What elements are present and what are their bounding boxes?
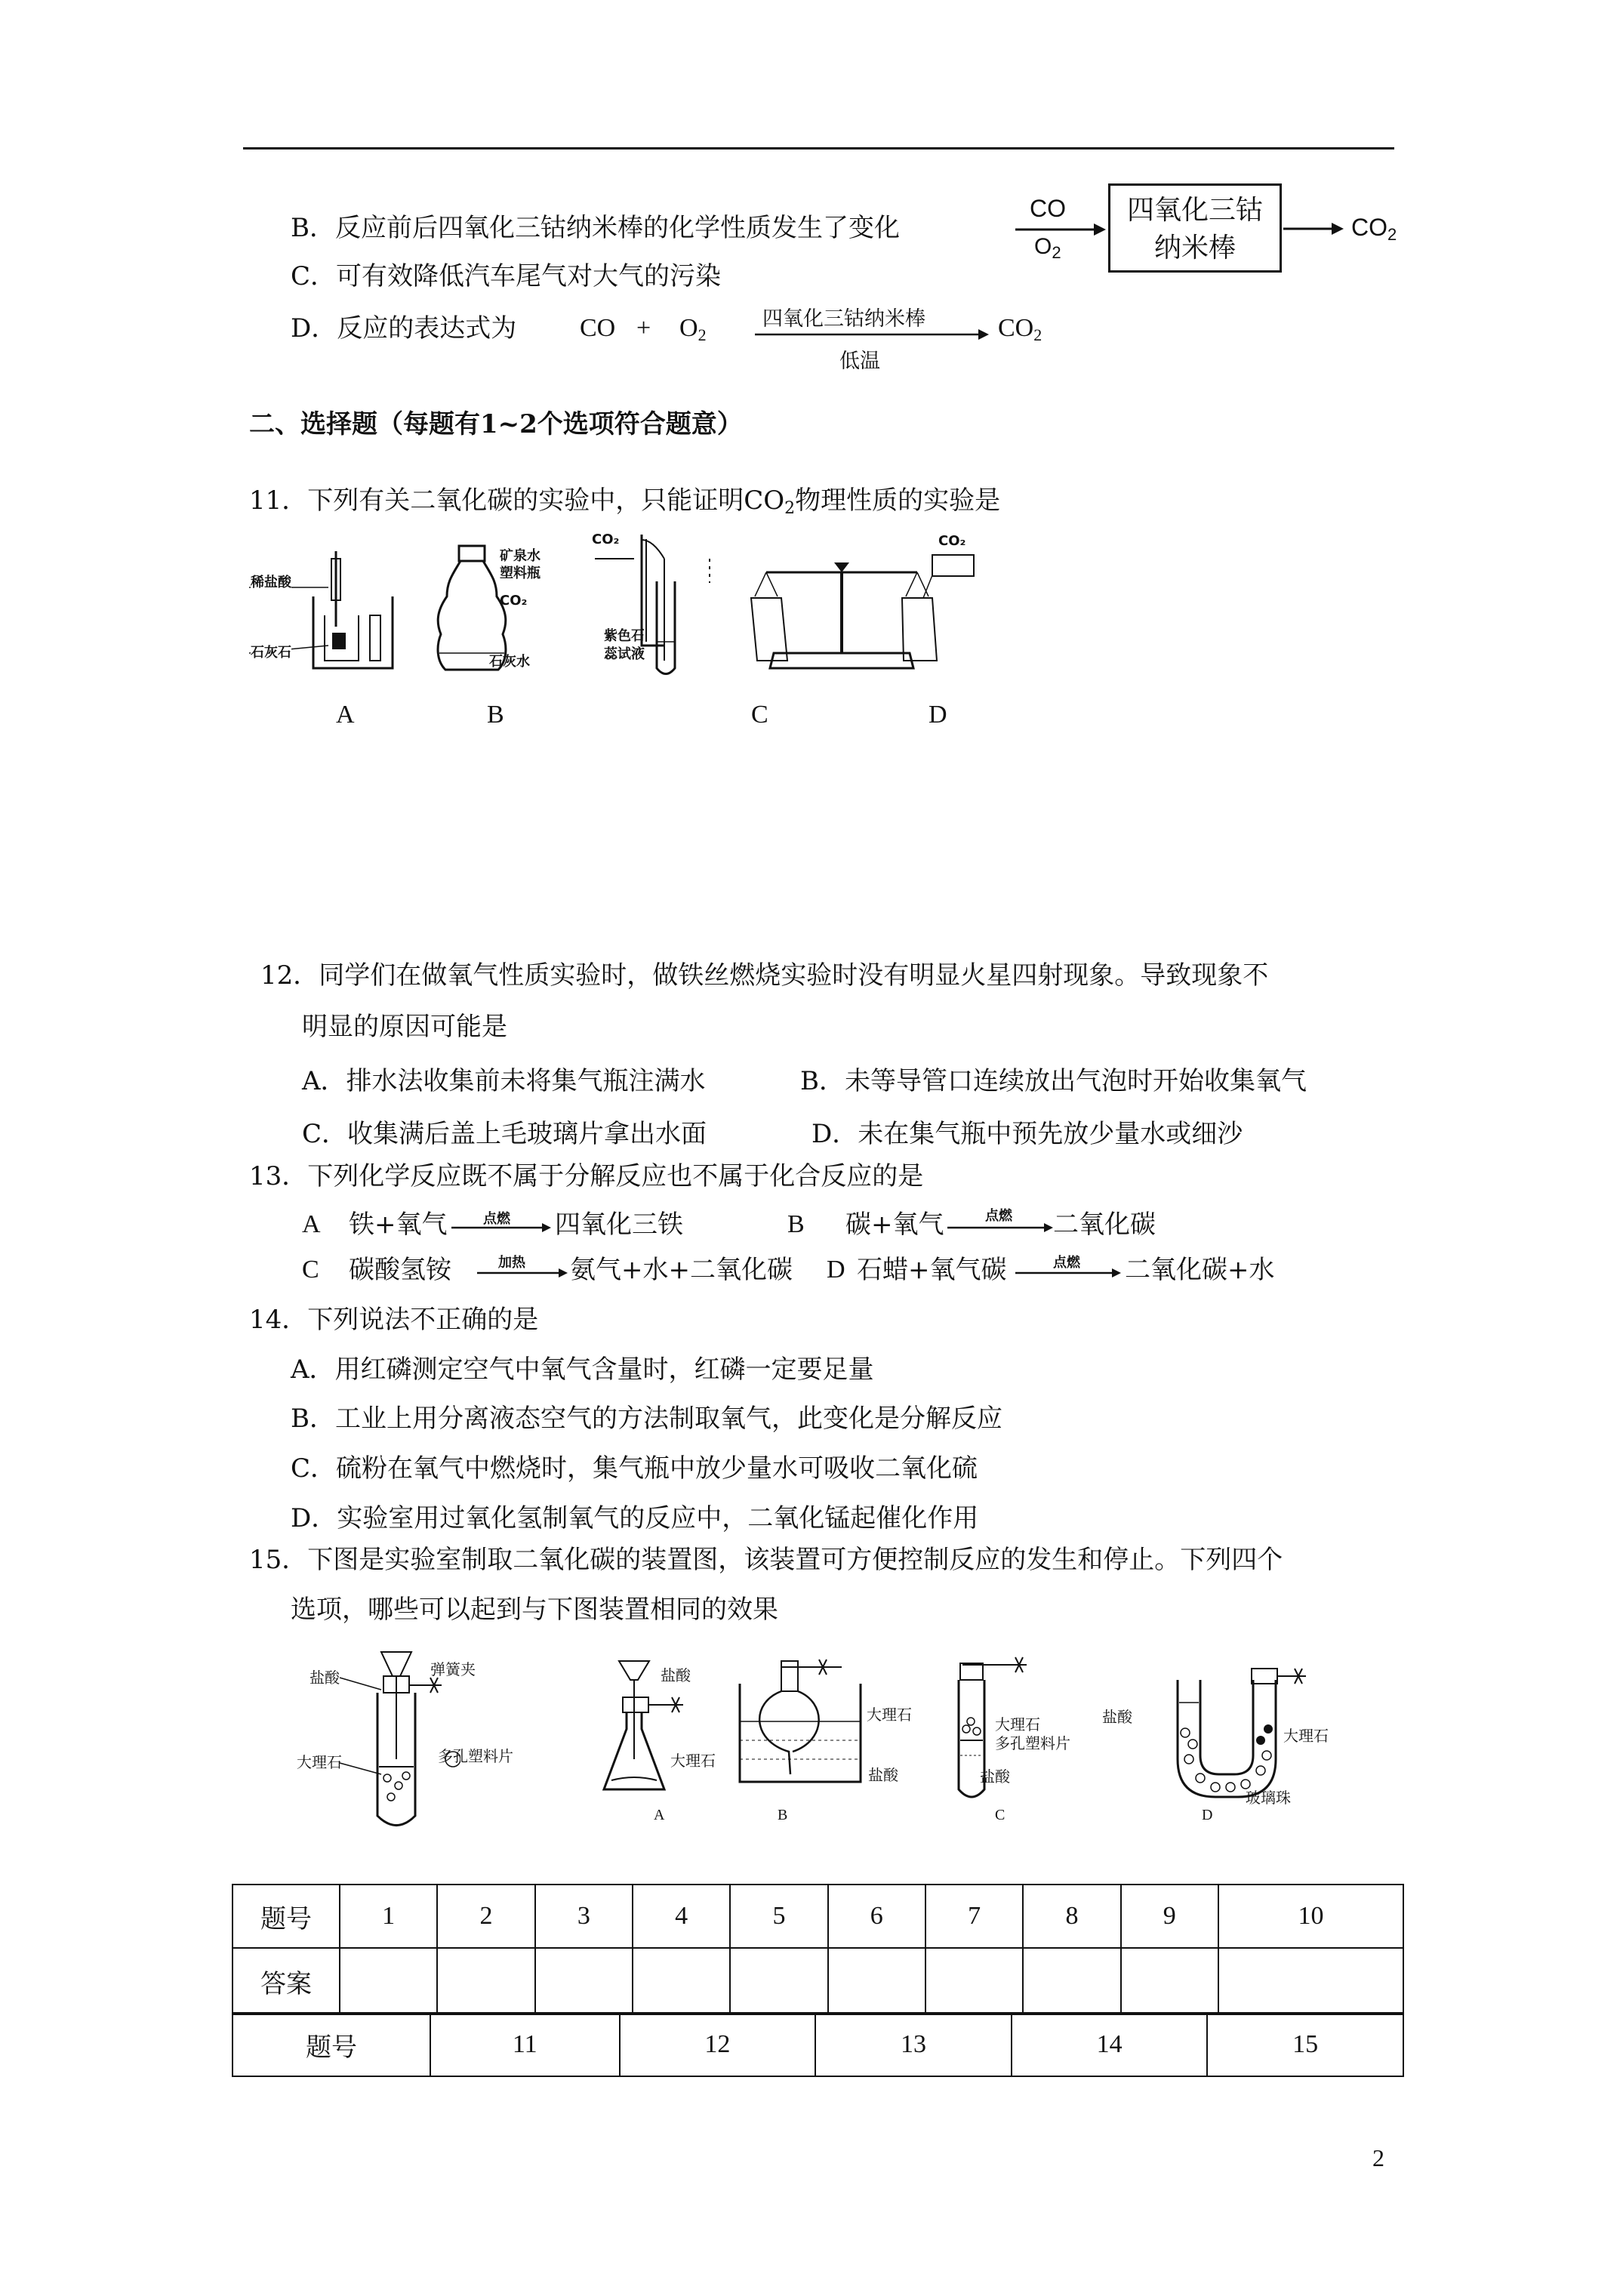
q15-a-label-marble: 大理石 [670, 1752, 716, 1770]
table-cell: 9 [1121, 1885, 1218, 1948]
q10-diagram-output: $CO_2$ [1351, 214, 1397, 244]
q13-option-c-condition: 加热 [498, 1255, 525, 1271]
q11-option-b: B [487, 701, 504, 729]
q11-label-co2-b: CO₂ [500, 593, 528, 609]
q11-label-bottle: 矿泉水 [500, 548, 540, 564]
answer-cell[interactable] [1121, 1948, 1218, 2014]
table-cell: 1 [340, 1885, 437, 1948]
q13-option-c-right: 氨气+水+二氧化碳 [570, 1255, 793, 1285]
table-cell: 2 [437, 1885, 534, 1948]
q15-d-label-hcl: 盐酸 [1102, 1708, 1132, 1726]
q10-diagram-arrow-in [1015, 222, 1106, 237]
table-cell: 8 [1023, 1885, 1120, 1948]
table-row [233, 2013, 1403, 2076]
q10-eq-reactant2: $O_2$ [679, 314, 707, 344]
table-cell: 15 [1207, 2013, 1403, 2076]
table-header-answer: 答案 [233, 1948, 340, 2014]
q11-label-bottle2: 塑料瓶 [500, 566, 540, 581]
q10-eq-arrow [755, 327, 989, 342]
q13-option-a-label: A [302, 1210, 321, 1238]
q15-main-label-marble: 大理石 [297, 1753, 342, 1771]
answer-cell[interactable] [925, 1948, 1023, 2014]
answer-cell[interactable] [1218, 1948, 1403, 2014]
q13-option-c-left: 碳酸氢铵 [349, 1255, 451, 1285]
q10-option-c: C．可有效降低汽车尾气对大气的污染 [291, 261, 722, 291]
q14-stem: 14．下列说法不正确的是 [249, 1305, 539, 1335]
q11-label-dilute-hcl: 稀盐酸 [251, 572, 291, 591]
q15-a-label-hcl: 盐酸 [661, 1666, 691, 1684]
answer-cell[interactable] [340, 1948, 437, 2014]
table-cell: 14 [1012, 2013, 1208, 2076]
q10-eq-condition-bottom: 低温 [839, 350, 880, 373]
q13-option-b-right: 二氧化碳 [1053, 1210, 1156, 1240]
header-rule [243, 147, 1394, 149]
q15-figure-b [736, 1646, 902, 1820]
q12-option-d: D．未在集气瓶中预先放少量水或细沙 [812, 1119, 1243, 1149]
q13-option-a-arrow [451, 1222, 551, 1234]
q15-option-a: A [654, 1807, 665, 1823]
q15-main-label-clip: 弹簧夹 [430, 1660, 476, 1678]
table-cell: 4 [633, 1885, 730, 1948]
q10-eq-product: $CO_2$ [998, 314, 1042, 344]
q13-option-a-left: 铁+氧气 [349, 1210, 448, 1240]
answer-cell[interactable] [633, 1948, 730, 2014]
q13-option-b-arrow [947, 1222, 1053, 1234]
q15-d-label-beads: 玻璃珠 [1246, 1789, 1291, 1807]
q15-stem-line2: 选项，哪些可以起到与下图装置相同的效果 [291, 1595, 778, 1625]
answer-cell[interactable] [730, 1948, 827, 2014]
table-cell: 3 [535, 1885, 633, 1948]
q13-option-d-condition: 点燃 [1053, 1255, 1080, 1271]
q13-option-c-arrow [477, 1267, 568, 1279]
answer-cell[interactable] [437, 1948, 534, 2014]
q11-figure-d [744, 529, 985, 680]
q11-label-litmus1: 紫色石 [604, 628, 645, 644]
q11-label-co2-d: CO₂ [938, 533, 966, 549]
q11-stem: 11．下列有关二氧化碳的实验中，只能证明$CO_2$物理性质的实验是 [249, 485, 1001, 518]
q13-option-b-label: B [787, 1210, 805, 1238]
q12-stem-line2: 明显的原因可能是 [302, 1012, 507, 1042]
q13-option-b-condition: 点燃 [985, 1208, 1012, 1224]
table-row [233, 1885, 1403, 1948]
answer-table-1-10 [232, 1884, 1404, 2015]
table-cell: 6 [828, 1885, 925, 1948]
q14-option-d: D．实验室用过氧化氢制氧气的反应中，二氧化锰起催化作用 [291, 1503, 979, 1533]
q11-label-limestone: 石灰石 [251, 642, 291, 661]
q10-eq-condition-top: 四氧化三钴纳米棒 [762, 307, 925, 331]
section2-heading: 二、选择题（每题有1~2个选项符合题意） [249, 409, 743, 439]
q10-option-d: D．反应的表达式为 [291, 313, 517, 344]
q14-option-b: B．工业上用分离液态空气的方法制取氧气，此变化是分解反应 [291, 1404, 1002, 1434]
q13-option-d-right: 二氧化碳+水 [1125, 1255, 1275, 1285]
q13-option-a-right: 四氧化三铁 [555, 1210, 683, 1240]
q11-option-d: D [929, 701, 947, 729]
q10-diagram-input-co: CO [1030, 195, 1066, 222]
q15-c-label-marble: 大理石 [995, 1715, 1040, 1734]
q15-main-label-plate: 多孔塑料片 [438, 1747, 513, 1765]
q12-option-b: B．未等导管口连续放出气泡时开始收集氧气 [800, 1066, 1307, 1096]
page-number: 2 [1372, 2144, 1384, 2171]
table-cell: 5 [730, 1885, 827, 1948]
q13-option-d-label: D [827, 1256, 845, 1284]
q13-option-d-left: 石蜡+氧气碳 [857, 1255, 1007, 1285]
q10-option-b: B．反应前后四氧化三钴纳米棒的化学性质发生了变化 [291, 213, 900, 243]
q13-option-a-condition: 点燃 [483, 1211, 510, 1227]
q15-d-label-marble: 大理石 [1283, 1727, 1329, 1745]
q10-diagram-box-line2: 纳米棒 [1153, 233, 1236, 264]
q12-option-a: A．排水法收集前未将集气瓶注满水 [302, 1066, 706, 1096]
table-cell: 13 [815, 2013, 1012, 2076]
q11-label-co2-c: CO₂ [592, 532, 620, 547]
q11-label-litmus2: 蕊试液 [604, 646, 645, 662]
q10-diagram-input-o2: $O_2$ [1034, 234, 1061, 262]
q15-c-label-hcl: 盐酸 [980, 1767, 1010, 1786]
q12-stem-line1: 12．同学们在做氧气性质实验时，做铁丝燃烧实验时没有明显火星四射现象。导致现象不 [260, 960, 1269, 991]
table-header-question-number: 题号 [233, 1885, 340, 1948]
table-cell: 7 [925, 1885, 1023, 1948]
q14-option-c: C．硫粉在氧气中燃烧时，集气瓶中放少量水可吸收二氧化硫 [291, 1453, 978, 1484]
q10-eq-reactant1: CO [580, 314, 616, 342]
answer-cell[interactable] [535, 1948, 633, 2014]
q15-main-label-hcl: 盐酸 [310, 1669, 340, 1687]
q15-stem-line1: 15．下图是实验室制取二氧化碳的装置图，该装置可方便控制反应的发生和停止。下列四个 [249, 1545, 1283, 1575]
table-cell: 10 [1218, 1885, 1403, 1948]
q15-c-label-plate: 多孔塑料片 [995, 1734, 1070, 1752]
q13-option-c-label: C [302, 1256, 319, 1284]
q11-label-limewater: 石灰水 [489, 654, 530, 670]
q15-option-c: C [995, 1807, 1006, 1823]
q14-option-a: A．用红磷测定空气中氧气含量时，红磷一定要足量 [291, 1354, 874, 1385]
q10-diagram-arrow-out [1283, 221, 1344, 236]
q15-b-label-hcl: 盐酸 [868, 1766, 898, 1784]
answer-cell[interactable] [828, 1948, 925, 2014]
q10-eq-plus: + [636, 314, 651, 342]
table-cell: 11 [430, 2013, 620, 2076]
q15-option-b: B [778, 1807, 788, 1823]
q10-diagram-box-line1: 四氧化三钴 [1126, 195, 1263, 226]
q11-option-a: A [336, 701, 355, 729]
table-cell: 12 [620, 2013, 816, 2076]
answer-table-11-15 [232, 2012, 1404, 2077]
answer-cell[interactable] [1023, 1948, 1120, 2014]
table-header-question-number: 题号 [233, 2013, 430, 2076]
q10-diagram-box [1108, 183, 1282, 273]
q13-option-b-left: 碳+氧气 [845, 1210, 944, 1240]
q13-option-d-arrow [1015, 1267, 1121, 1279]
q11-option-c: C [751, 701, 768, 729]
q13-stem: 13．下列化学反应既不属于分解反应也不属于化合反应的是 [249, 1161, 924, 1191]
q15-option-d: D [1202, 1807, 1213, 1823]
table-row [233, 1948, 1403, 2014]
q12-option-c: C．收集满后盖上毛玻璃片拿出水面 [302, 1119, 707, 1149]
q15-b-label-marble: 大理石 [867, 1706, 912, 1724]
